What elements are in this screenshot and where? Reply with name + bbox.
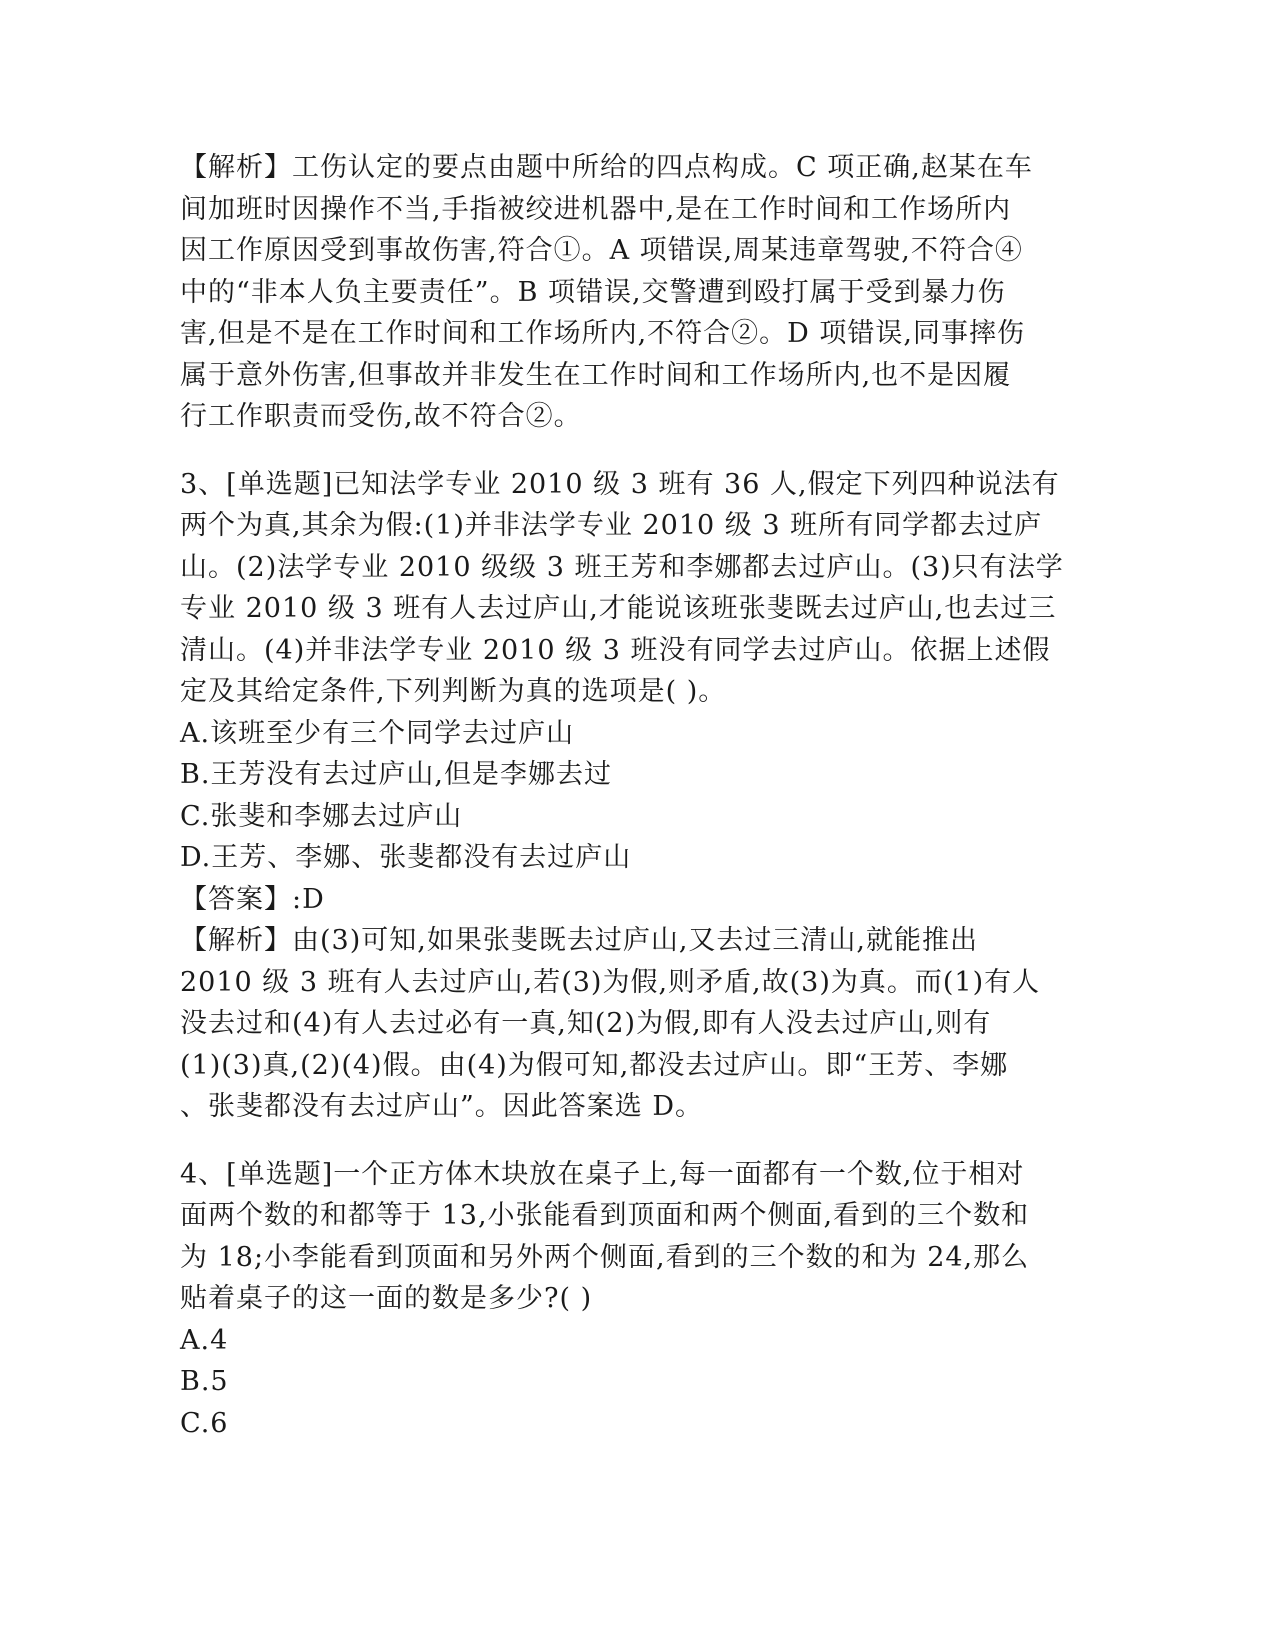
- answer-line: 【答案】:D: [180, 883, 325, 915]
- prev-question-analysis: [180, 147, 1080, 438]
- option-b: B.王芳没有去过庐山,但是李娜去过: [180, 759, 613, 790]
- stem-line: 贴着桌子的这一面的数是多少?( ): [180, 1283, 593, 1314]
- stem-line: 面两个数的和都等于 13,小张能看到顶面和两个侧面,看到的三个数和: [180, 1200, 1030, 1231]
- options-list: [180, 713, 1080, 879]
- question-4: [180, 1154, 1080, 1445]
- document-page: [180, 147, 1080, 1444]
- analysis-line: 属于意外伤害,但事故并非发生在工作时间和工作场所内,也不是因履: [180, 359, 1012, 391]
- options-list: [180, 1320, 1080, 1445]
- stem-line: 定及其给定条件,下列判断为真的选项是( )。: [180, 676, 727, 707]
- option-a: A.4: [180, 1324, 229, 1356]
- analysis-line: 害,但是不是在工作时间和工作场所内,不符合②。D 项错误,同事摔伤: [180, 318, 1025, 349]
- option-b: B.5: [180, 1366, 229, 1397]
- analysis-line: 、张斐都没有去过庐山”。因此答案选 D。: [180, 1091, 704, 1122]
- stem-line: 为 18;小李能看到顶面和另外两个侧面,看到的三个数的和为 24,那么: [180, 1241, 1030, 1273]
- analysis-line: 间加班时因操作不当,手指被绞进机器中,是在工作时间和工作场所内: [180, 193, 1012, 225]
- analysis-line: 2010 级 3 班有人去过庐山,若(3)为假,则矛盾,故(3)为真。而(1)有人: [180, 966, 1041, 998]
- option-c: C.6: [180, 1407, 229, 1439]
- stem-line: 山。(2)法学专业 2010 级级 3 班王芳和李娜都去过庐山。(3)只有法学: [180, 551, 1064, 583]
- stem-line: 3、[单选题]已知法学专业 2010 级 3 班有 36 人,假定下列四种说法有: [180, 468, 1060, 500]
- section-gap: [180, 438, 1080, 464]
- analysis-line: 因工作原因受到事故伤害,符合①。A 项错误,周某违章驾驶,不符合④: [180, 235, 1023, 266]
- question-stem: [180, 464, 1080, 713]
- stem-line: 专业 2010 级 3 班有人去过庐山,才能说该班张斐既去过庐山,也去过三: [180, 593, 1057, 624]
- analysis-line: 【解析】工伤认定的要点由题中所给的四点构成。C 项正确,赵某在车: [180, 152, 1033, 183]
- analysis-line: 行工作职责而受伤,故不符合②。: [180, 401, 582, 432]
- option-d: D.王芳、李娜、张斐都没有去过庐山: [180, 842, 632, 873]
- analysis-line: 没去过和(4)有人去过必有一真,知(2)为假,即有人没去过庐山,则有: [180, 1008, 992, 1039]
- analysis-line: 中的“非本人负主要责任”。B 项错误,交警遭到殴打属于受到暴力伤: [180, 276, 1006, 308]
- section-gap: [180, 1128, 1080, 1154]
- stem-line: 两个为真,其余为假:(1)并非法学专业 2010 级 3 班所有同学都去过庐: [180, 510, 1043, 541]
- analysis-line: 【解析】由(3)可知,如果张斐既去过庐山,又去过三清山,就能推出: [180, 925, 978, 956]
- question-analysis: [180, 920, 1080, 1128]
- analysis-line: (1)(3)真,(2)(4)假。由(4)为假可知,都没去过庐山。即“王芳、李娜: [180, 1049, 1009, 1081]
- question-3: [180, 464, 1080, 1128]
- stem-line: 清山。(4)并非法学专业 2010 级 3 班没有同学去过庐山。依据上述假: [180, 634, 1051, 666]
- question-stem: [180, 1154, 1080, 1320]
- stem-line: 4、[单选题]一个正方体木块放在桌子上,每一面都有一个数,位于相对: [180, 1158, 1025, 1190]
- option-c: C.张斐和李娜去过庐山: [180, 800, 463, 832]
- option-a: A.该班至少有三个同学去过庐山: [180, 717, 575, 749]
